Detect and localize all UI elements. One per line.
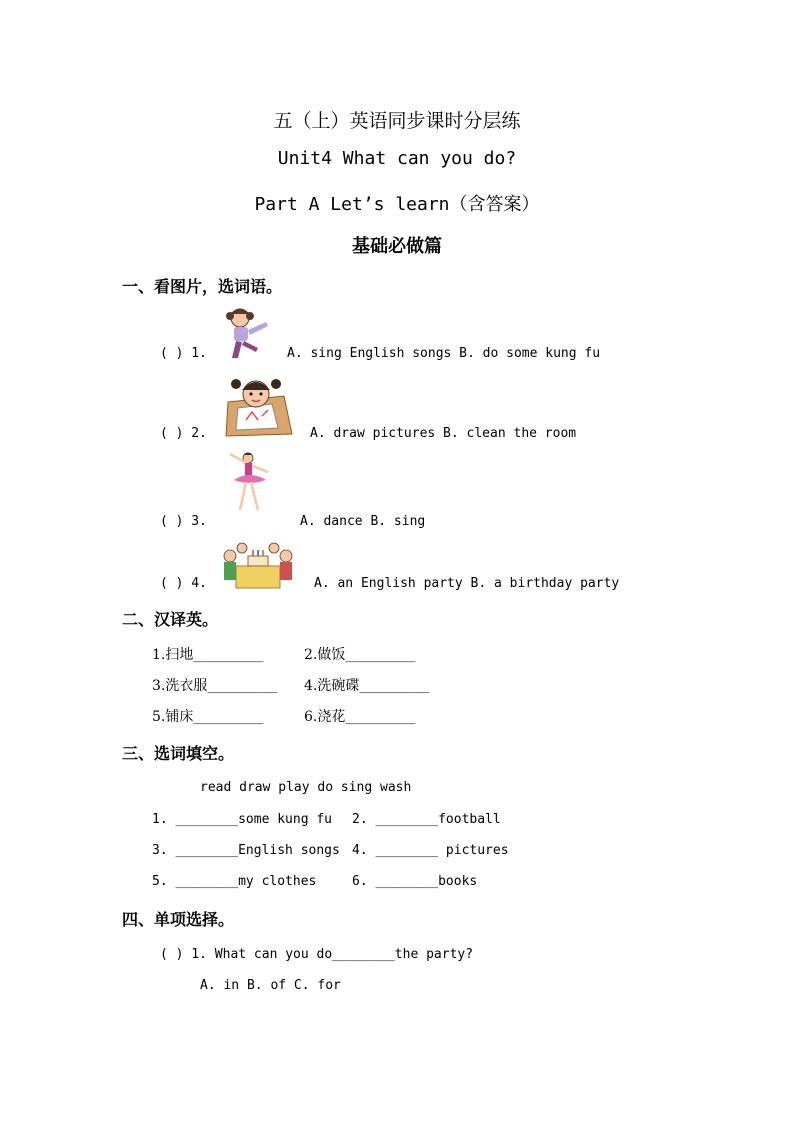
- mc-question-1-options: A. in B. of C. for: [200, 978, 341, 993]
- fill-item-2: 2. ________football: [352, 812, 501, 827]
- fill-item-3: 3. ________English songs: [152, 843, 340, 858]
- part-title: Part A Let’s learn（含答案）: [254, 194, 540, 215]
- section2-heading: 二、汉译英。: [122, 610, 219, 629]
- fill-item-1: 1. ________some kung fu: [152, 812, 333, 827]
- fill-item-4: 4. ________ pictures: [352, 843, 509, 858]
- q1-options: A. sing English songs B. do some kung fu: [287, 346, 601, 361]
- page-title: 五（上）英语同步课时分层练: [273, 110, 521, 132]
- ballet-dancer-picture: [222, 450, 276, 518]
- section1-heading: 一、看图片，选词语。: [122, 277, 283, 296]
- translate-item-6: 6.浇花__________: [304, 709, 416, 725]
- q4-number: ( ) 4.: [160, 576, 207, 591]
- translate-item-4: 4.洗碗碟__________: [304, 678, 430, 694]
- translate-item-5: 5.铺床__________: [152, 709, 264, 725]
- mc-question-1: ( ) 1. What can you do________the party?: [160, 947, 474, 962]
- q3-options: A. dance B. sing: [300, 514, 426, 529]
- birthday-party-picture: [220, 540, 296, 592]
- q2-options: A. draw pictures B. clean the room: [310, 426, 577, 441]
- section3-heading: 三、选词填空。: [122, 744, 235, 763]
- word-bank: read draw play do sing wash: [200, 780, 412, 795]
- translate-item-2: 2.做饭__________: [304, 647, 416, 663]
- drawing-girl-picture: [222, 372, 294, 438]
- fill-item-5: 5. ________my clothes: [152, 874, 317, 889]
- level-title: 基础必做篇: [352, 236, 442, 257]
- translate-item-3: 3.洗衣服__________: [152, 678, 278, 694]
- section4-heading: 四、单项选择。: [122, 910, 235, 929]
- q3-number: ( ) 3.: [160, 514, 207, 529]
- q1-number: ( ) 1.: [160, 346, 207, 361]
- kung-fu-girl-picture: [218, 304, 276, 360]
- fill-item-6: 6. ________books: [352, 874, 478, 889]
- translate-item-1: 1.扫地__________: [152, 647, 264, 663]
- q2-number: ( ) 2.: [160, 426, 207, 441]
- q4-options: A. an English party B. a birthday party: [314, 576, 620, 591]
- unit-title: Unit4 What can you do?: [277, 148, 517, 169]
